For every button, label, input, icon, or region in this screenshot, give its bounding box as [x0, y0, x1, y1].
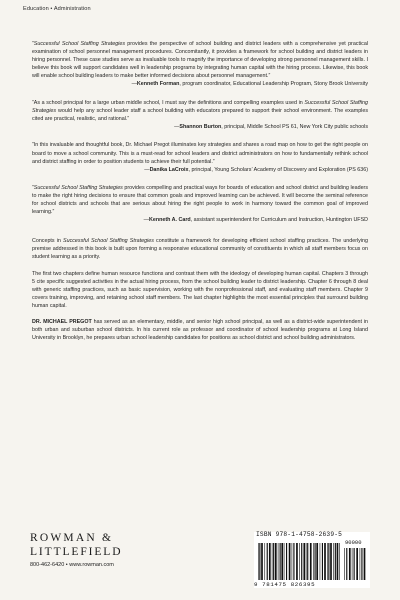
testimonial-lacroix: [32, 141, 368, 173]
description-paragraph: Concepts in Successful School Staffing Strategies constitute a framework for developing efficient school staffing practices. The underlying premise addressed in this book is built upon forming a responsive educational community of constituents in which all staff members focus on student learning as a priority.: [32, 237, 368, 260]
testimonial-text: “In this invaluable and thoughtful book, Dr. Michael Pregot illuminates key strategies and shares a road map on how to get the right people on board to move a school community. This is a must-read for school leaders and district administrators on how to fundamentally rethink school and district staffing in order to position students to achieve their full potential.”: [32, 142, 368, 165]
isbn-label: ISBN 978-1-4758-2639-5: [256, 531, 343, 538]
book-title-ref: Successful School Staffing Strategies: [33, 184, 123, 191]
testimonial-attribution: —Shannon Burton, principal, Middle School PS 61, New York City public schools: [174, 124, 368, 131]
testimonial-attribution: —Danika LaCroix, principal, Young Scholars’ Academy of Discovery and Exploration (PS 636): [144, 166, 368, 173]
book-title-ref: Successful School Staffing Strategies: [33, 41, 126, 47]
category-label: Education • Administration: [23, 6, 91, 12]
testimonial-card: [32, 184, 368, 224]
price-code: 90000: [345, 539, 362, 546]
testimonial-burton: [32, 99, 368, 131]
publisher-phone: 800-462-6420: [30, 562, 65, 568]
publisher-contact: 800-462-6420 • www.rowman.com: [30, 562, 114, 568]
testimonial-text: “Successful School Staffing Strategies provides the perspective of school building and district leaders with a comprehensive yet practical examination of school personnel management procedures. Concomitantly, it provides a framework for school building and district leaders in hiring personnel. These case studies serve as invaluable tools to magnify the importance of developing strong personnel management skills. I believe this book will support candidates well in leadership programs by integrating human capital with the hiring process. Likewise, this book will enable school building leaders to make better informed decisions about personnel management.”: [32, 41, 368, 80]
testimonial-name: Kenneth Forman: [136, 81, 180, 88]
publisher-website: www.rowman.com: [69, 562, 114, 568]
testimonial-forman: [32, 40, 368, 88]
chapter-summary-paragraph: The first two chapters define human resource functions and contrast them with the ideology of developing human capital. Chapters 3 through 5 cite specific suggested activities in the actual hiring process, from the school building leader to district leadership. Chapter 6 through 8 deal with generic staffing practices, such as basic supervision, working with the nonprofessional staff, and evaluating staff members. Chapter 9 covers training, improving, and retaining school staff members. The last chapter highlights the most essential principles that surround building human capital.: [32, 271, 368, 310]
testimonial-text: “As a school principal for a large urban middle school, I must say the definitions and compelling examples used in Successful School Staffing Strategies would help any school leader staff a school building with educators prepared to support their school environment. The examples cited are practical, realistic, and rational.”: [32, 100, 368, 123]
author-bio: DR. MICHAEL PREGOT has served as an elementary, middle, and senior high school principal, as well as a district-wide superintendent in both urban and suburban school districts. In his current role as professor and coordinator of school leadership programs at Long Island University in Brooklyn, he prepares urban school leadership candidates for positions as school district and school building administrators.: [32, 319, 369, 342]
book-title-ref: Successful School Staffing Strategies: [63, 237, 154, 244]
testimonial-attribution: —Kenneth Forman, program coordinator, Educational Leadership Program, Stony Brook University: [131, 81, 368, 88]
ean-number: 9 781475 826395: [254, 581, 316, 588]
author-name: DR. MICHAEL PREGOT: [32, 319, 92, 326]
testimonial-text: “Successful School Staffing Strategies provides compelling and practical ways for boards of education and school district and building leaders to make the right hiring decisions to ensure that common goals and improved learning can be achieved. It will become the seminal reference for school districts and schools that are serious about hiring the right people to work in harmony toward the common goal of improved learning.”: [32, 184, 368, 215]
book-title-ref: Successful School Staffing Strategies: [32, 100, 368, 115]
testimonial-name: Kenneth A. Card: [149, 216, 191, 223]
testimonial-attribution: —Kenneth A. Card, assistant superintendent for Curriculum and Instruction, Huntington UFSD: [143, 216, 368, 223]
testimonial-name: Danika LaCroix: [149, 166, 189, 173]
cover-text: [32, 40, 368, 342]
testimonial-name: Shannon Burton: [179, 124, 222, 131]
publisher-logo: ROWMAN & LITTLEFIELD: [30, 532, 123, 558]
